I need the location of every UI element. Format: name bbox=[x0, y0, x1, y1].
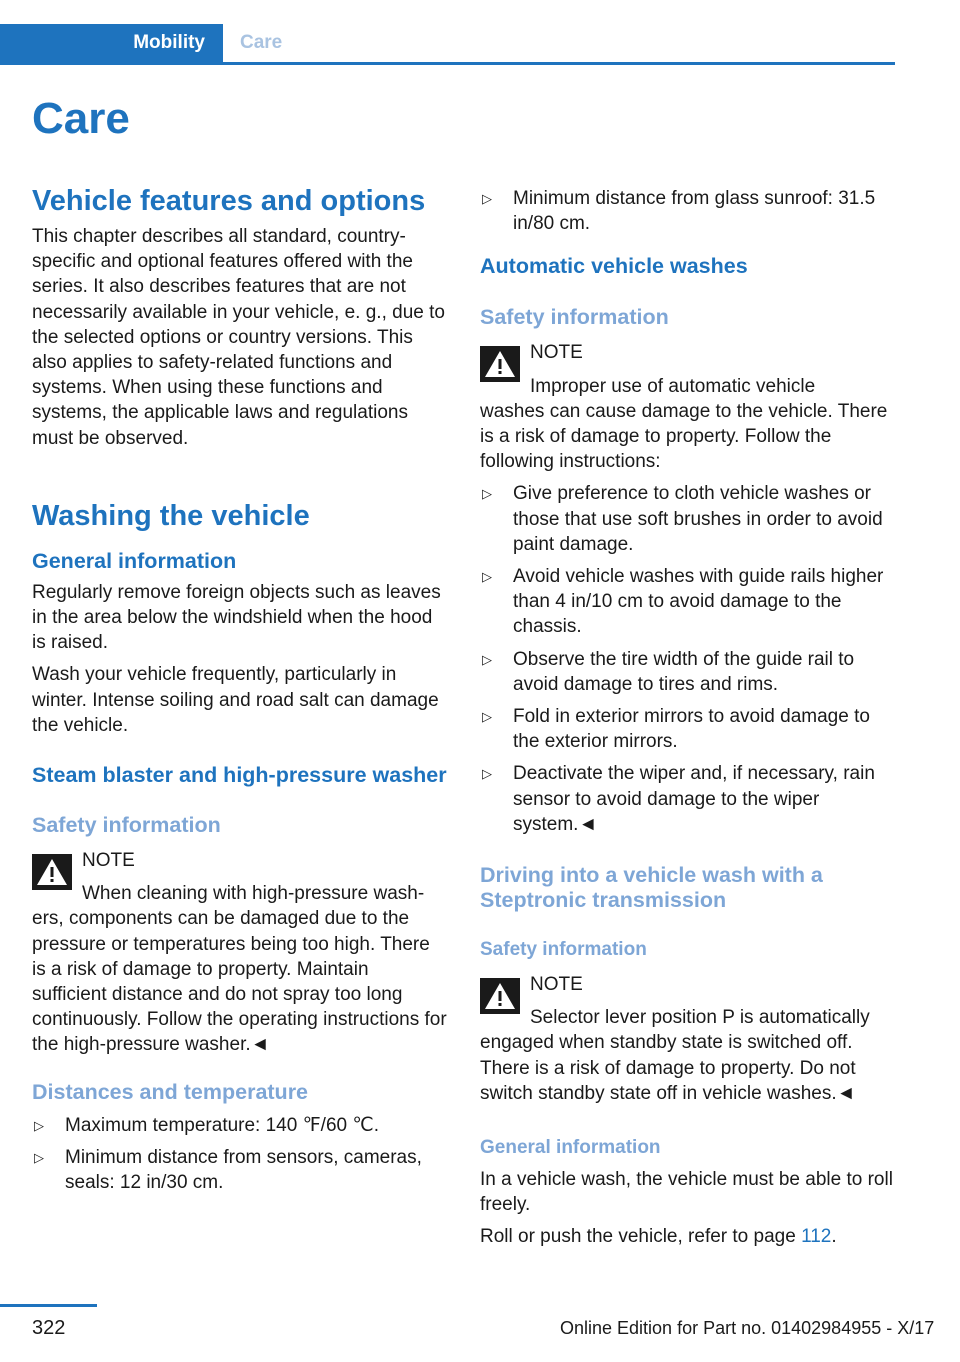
list-item-text: Observe the tire width of the guide rail to avoid damage to tires and rims. bbox=[513, 648, 855, 695]
heading-safety-information-2: Safety information bbox=[480, 939, 647, 961]
tab-mobility[interactable] bbox=[0, 24, 223, 62]
note-high-pressure bbox=[32, 848, 448, 1058]
note-first-line: Selector lever position P is automatically bbox=[530, 1007, 870, 1029]
triangle-bullet-icon: ▷ bbox=[482, 709, 492, 725]
heading-safety-information: Safety information bbox=[480, 305, 669, 330]
right-column bbox=[480, 184, 896, 1250]
footer-rule bbox=[0, 1304, 97, 1307]
heading-steam-blaster: Steam blaster and high-pressure washer bbox=[32, 763, 447, 788]
distances-list bbox=[32, 1113, 448, 1196]
chapter-title: Care bbox=[32, 94, 130, 143]
online-edition: Online Edition for Part no. 01402984955 - X/17 bbox=[560, 1318, 935, 1338]
note-first-line: When cleaning with high-pressure wash- bbox=[82, 883, 425, 905]
heading-safety-information: Safety information bbox=[32, 813, 221, 838]
note-label: NOTE bbox=[530, 342, 583, 364]
paragraph-general-1: Regularly remove foreign objects such as leaves in the area below the windshield when the hood is raised. bbox=[32, 581, 441, 654]
paragraph-general-2: Wash your vehicle frequently, particularly in winter. Intense soiling and road salt can damage the vehicle. bbox=[32, 664, 439, 736]
tab-mobility-label: Mobility bbox=[133, 32, 205, 53]
note-steptronic bbox=[480, 972, 896, 1106]
warning-triangle-icon bbox=[480, 346, 520, 382]
triangle-bullet-icon: ▷ bbox=[482, 486, 492, 502]
list-item bbox=[32, 1145, 448, 1195]
refer-period: . bbox=[831, 1226, 837, 1248]
warning-triangle-icon bbox=[480, 978, 520, 1014]
heading-distances-temperature: Distances and temperature bbox=[32, 1079, 309, 1104]
paragraph-features: This chapter describes all standard, country-specific and optional features offered with the series. It also describes features that are not necessarily available in your vehicle, e. g., due to the selected options or country versions. This also applies to safety-related functions and systems. When using these functions and systems, the applicable laws and regulations must be observed. bbox=[32, 226, 445, 449]
note-text: ers, components can be damaged due to the pressure or temperatures being too high. There is a risk of damage to property. Maintain sufficient distance and do not spray too long continuously. Follow the operating instructions for the high-pressure washer.◄ bbox=[32, 908, 447, 1056]
list-item bbox=[480, 481, 896, 557]
list-item bbox=[480, 761, 896, 837]
list-item-text: Avoid vehicle washes with guide rails higher than 4 in/10 cm to avoid damage to the chassis. bbox=[513, 566, 884, 638]
list-item-text: Minimum distance from sensors, cameras, seals: 12 in/30 cm. bbox=[65, 1146, 422, 1194]
paragraph-refer-page bbox=[480, 1224, 896, 1249]
triangle-bullet-icon: ▷ bbox=[34, 1117, 44, 1133]
note-text: washes can cause damage to the vehicle. There is a risk of damage to property. Follow the following instructions: bbox=[480, 400, 888, 473]
note-label: NOTE bbox=[82, 850, 135, 872]
paragraph-roll-freely: In a vehicle wash, the vehicle must be able to roll freely. bbox=[480, 1169, 893, 1216]
triangle-bullet-icon: ▷ bbox=[482, 569, 492, 585]
page-number: 322 bbox=[32, 1317, 66, 1339]
triangle-bullet-icon: ▷ bbox=[482, 651, 492, 667]
note-automatic-washes bbox=[480, 340, 896, 474]
heading-vehicle-features: Vehicle features and options bbox=[32, 185, 426, 217]
list-item-text: Give preference to cloth vehicle washes or those that use soft brushes in order to avoid paint damage. bbox=[513, 483, 883, 555]
heading-washing: Washing the vehicle bbox=[32, 499, 310, 532]
sunroof-list bbox=[480, 186, 896, 236]
list-item-text: Deactivate the wiper and, if necessary, rain sensor to avoid damage to the wiper system.◄ bbox=[513, 763, 875, 835]
note-first-line: Improper use of automatic vehicle bbox=[530, 375, 816, 397]
page-link[interactable]: 112 bbox=[801, 1226, 832, 1248]
refer-text: Roll or push the vehicle, refer to page bbox=[480, 1226, 802, 1248]
tab-care[interactable]: Care bbox=[240, 32, 283, 53]
warning-triangle-icon bbox=[32, 854, 72, 890]
heading-general-information-2: General information bbox=[480, 1137, 661, 1159]
triangle-bullet-icon: ▷ bbox=[482, 766, 492, 782]
triangle-bullet-icon: ▷ bbox=[34, 1149, 44, 1165]
heading-steptronic: Driving into a vehicle wash with a Steptronic transmission bbox=[480, 863, 823, 913]
heading-automatic-washes: Automatic vehicle washes bbox=[480, 254, 748, 279]
header-tabs bbox=[0, 24, 895, 65]
list-item-text: Fold in exterior mirrors to avoid damage to the exterior mirrors. bbox=[513, 706, 870, 753]
list-item bbox=[480, 186, 896, 236]
list-item bbox=[32, 1113, 448, 1138]
list-item bbox=[480, 704, 896, 754]
note-text: engaged when standby state is switched off. There is a risk of damage to property. Do not switch standby state off in vehicle washes.◄ bbox=[480, 1032, 856, 1104]
left-column bbox=[32, 184, 448, 1202]
heading-general-information: General information bbox=[32, 548, 237, 573]
list-item-text: Minimum distance from glass sunroof: 31.5 in/80 cm. bbox=[513, 188, 876, 235]
note-label: NOTE bbox=[530, 974, 583, 996]
list-item-text: Maximum temperature: 140 ℉/60 ℃. bbox=[65, 1114, 379, 1136]
wash-instructions-list bbox=[480, 481, 896, 837]
list-item bbox=[480, 647, 896, 697]
triangle-bullet-icon: ▷ bbox=[482, 191, 492, 206]
list-item bbox=[480, 564, 896, 640]
